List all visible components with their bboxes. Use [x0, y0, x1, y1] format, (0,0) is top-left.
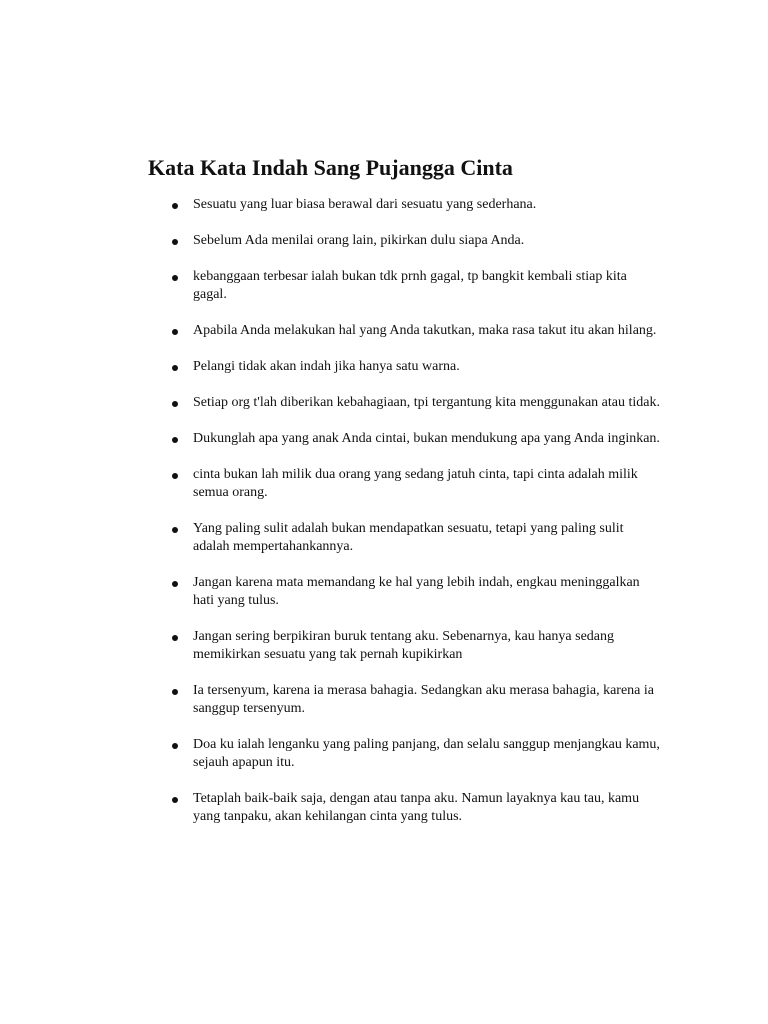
list-item: [0, 790, 768, 826]
bullet-icon: [172, 437, 178, 443]
list-item-text: Jangan sering berpikiran buruk tentang aku. Sebenarnya, kau hanya sedang memikirkan sesuatu yang tak pernah kupikirkan: [193, 629, 615, 662]
list-item: [0, 736, 768, 772]
list-item: [0, 682, 768, 718]
list-item-text: Dukunglah apa yang anak Anda cintai, bukan mendukung apa yang Anda inginkan.: [193, 431, 660, 446]
bullet-icon: [172, 203, 178, 209]
list-item-text: Setiap org t'lah diberikan kebahagiaan, tpi tergantung kita menggunakan atau tidak.: [193, 395, 660, 410]
list-item-text: Ia tersenyum, karena ia merasa bahagia. Sedangkan aku merasa bahagia, karena ia sanggup tersenyum.: [193, 683, 654, 716]
bullet-icon: [172, 473, 178, 479]
document-title: Kata Kata Indah Sang Pujangga Cinta: [148, 155, 513, 180]
list-item-text: Pelangi tidak akan indah jika hanya satu warna.: [193, 359, 460, 374]
list-item-text: Doa ku ialah lenganku yang paling panjang, dan selalu sanggup menjangkau kamu, sejauh apapun itu.: [193, 737, 660, 770]
bullet-icon: [172, 239, 178, 245]
bullet-icon: [172, 329, 178, 335]
bullet-icon: [172, 365, 178, 371]
list-item: [0, 358, 768, 376]
list-item: [0, 196, 768, 214]
list-item-text: Yang paling sulit adalah bukan mendapatkan sesuatu, tetapi yang paling sulit adalah mempertahankannya.: [193, 521, 624, 554]
list-item: [0, 322, 768, 340]
bullet-icon: [172, 635, 178, 641]
list-item: [0, 466, 768, 502]
list-item-text: Tetaplah baik-baik saja, dengan atau tanpa aku. Namun layaknya kau tau, kamu yang tanpaku, akan kehilangan cinta yang tulus.: [193, 791, 640, 824]
list-item-text: cinta bukan lah milik dua orang yang sedang jatuh cinta, tapi cinta adalah milik semua orang.: [193, 467, 638, 500]
list-item: [0, 574, 768, 610]
bullet-icon: [172, 581, 178, 587]
list-item-text: Sesuatu yang luar biasa berawal dari sesuatu yang sederhana.: [193, 197, 537, 212]
list-item-text: Apabila Anda melakukan hal yang Anda takutkan, maka rasa takut itu akan hilang.: [193, 323, 657, 338]
quote-list: [0, 196, 768, 844]
list-item: [0, 268, 768, 304]
list-item-text: Sebelum Ada menilai orang lain, pikirkan dulu siapa Anda.: [193, 233, 525, 248]
list-item: [0, 430, 768, 448]
bullet-icon: [172, 797, 178, 803]
list-item: [0, 628, 768, 664]
bullet-icon: [172, 689, 178, 695]
list-item-text: Jangan karena mata memandang ke hal yang lebih indah, engkau meninggalkan hati yang tulus.: [193, 575, 640, 608]
list-item: [0, 394, 768, 412]
list-item: [0, 232, 768, 250]
list-item: [0, 520, 768, 556]
bullet-icon: [172, 275, 178, 281]
list-item-text: kebanggaan terbesar ialah bukan tdk prnh gagal, tp bangkit kembali stiap kita gagal.: [193, 269, 627, 302]
bullet-icon: [172, 527, 178, 533]
bullet-icon: [172, 401, 178, 407]
bullet-icon: [172, 743, 178, 749]
